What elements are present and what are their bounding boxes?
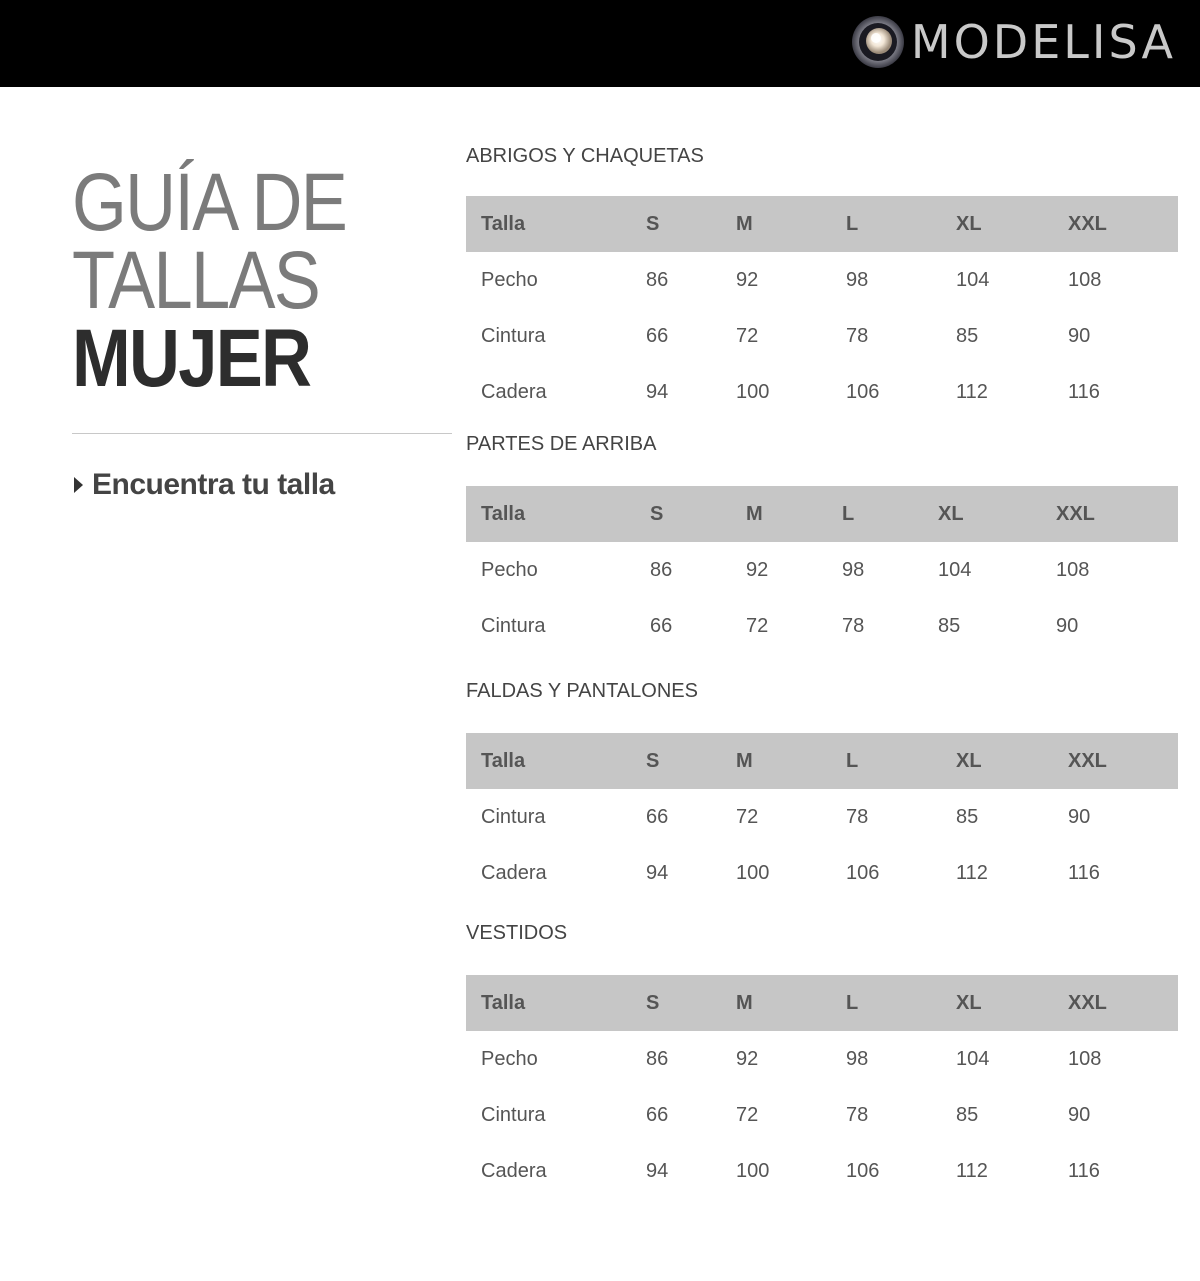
table-header-row [466,486,1178,542]
size-section-tops [466,430,1178,654]
table-row [466,252,1178,308]
size-table [466,196,1178,420]
table-row [466,542,1178,598]
find-your-size-link[interactable] [74,468,335,502]
table-header-row [466,975,1178,1031]
header-cell: M [736,749,753,772]
measure-label: Pecho [481,1047,538,1070]
table-row [466,308,1178,364]
table-cell: 108 [1068,268,1102,291]
header-cell: S [646,991,660,1014]
find-your-size-label: Encuentra tu talla [92,468,335,501]
size-table [466,975,1178,1199]
header-cell: L [846,749,859,772]
table-cell: 92 [746,558,769,581]
size-table [466,486,1178,654]
table-row [466,364,1178,420]
header-cell: L [842,502,855,525]
table-cell: 108 [1056,558,1090,581]
table-cell: 78 [846,1103,869,1126]
page-title-line-2: TALLAS [72,235,320,326]
sidebar-divider [72,433,452,434]
table-cell: 86 [646,268,669,291]
header-cell: Talla [481,749,526,772]
measure-label: Cintura [481,614,546,637]
table-cell: 108 [1068,1047,1102,1070]
table-cell: 92 [736,268,759,291]
table-row [466,1031,1178,1087]
size-section-skirts-pants [466,677,1178,901]
table-cell: 72 [736,805,759,828]
page-title [72,157,452,404]
table-cell: 72 [746,614,769,637]
table-cell: 94 [646,380,669,403]
measure-label: Cintura [481,1103,546,1126]
measure-label: Cintura [481,805,546,828]
table-cell: 66 [646,1103,669,1126]
table-cell: 100 [736,861,770,884]
table-cell: 72 [736,1103,759,1126]
table-cell: 66 [646,324,669,347]
header-cell: S [646,749,660,772]
table-cell: 85 [956,1103,979,1126]
section-title: PARTES DE ARRIBA [466,433,657,455]
section-title: VESTIDOS [466,922,568,944]
header-cell: M [736,212,753,235]
header-cell: M [746,502,763,525]
table-cell: 116 [1068,861,1100,884]
table-cell: 66 [650,614,673,637]
table-cell: 94 [646,1159,669,1182]
table-cell: 116 [1068,380,1100,403]
header-cell: M [736,991,753,1014]
caret-right-icon [74,477,83,493]
table-cell: 104 [938,558,972,581]
header-cell: S [650,502,664,525]
table-cell: 100 [736,1159,770,1182]
table-cell: 86 [650,558,673,581]
header-cell: XXL [1068,749,1107,772]
header-cell: XL [956,212,982,235]
logo-lens-icon [851,15,905,69]
page-title-line-3: MUJER [72,313,311,404]
table-cell: 90 [1068,805,1091,828]
table-cell: 112 [956,861,988,884]
table-row [466,1143,1178,1199]
table-cell: 106 [846,380,880,403]
table-cell: 92 [736,1047,759,1070]
table-header-row [466,733,1178,789]
table-cell: 90 [1068,324,1091,347]
brand-logo[interactable] [851,14,1176,70]
table-cell: 112 [956,380,988,403]
table-cell: 104 [956,1047,990,1070]
table-header-row [466,196,1178,252]
measure-label: Pecho [481,268,538,291]
header-cell: XXL [1056,502,1095,525]
header-cell: XL [956,991,982,1014]
header-cell: XL [938,502,964,525]
table-cell: 86 [646,1047,669,1070]
table-row [466,1087,1178,1143]
table-cell: 98 [846,268,869,291]
table-cell: 98 [842,558,865,581]
table-cell: 78 [842,614,865,637]
table-cell: 106 [846,861,880,884]
table-row [466,598,1178,654]
measure-label: Cadera [481,380,547,403]
table-cell: 85 [938,614,961,637]
table-cell: 78 [846,805,869,828]
table-cell: 106 [846,1159,880,1182]
table-cell: 90 [1068,1103,1091,1126]
header-cell: Talla [481,991,526,1014]
header-cell: L [846,991,859,1014]
table-cell: 85 [956,324,979,347]
table-cell: 100 [736,380,770,403]
header-cell: Talla [481,502,526,525]
header-cell: L [846,212,859,235]
table-cell: 104 [956,268,990,291]
section-title: FALDAS Y PANTALONES [466,680,698,702]
measure-label: Cadera [481,861,547,884]
page-title-line-1: GUÍA DE [72,157,347,248]
brand-name: MODELISA [910,15,1176,69]
table-row [466,789,1178,845]
size-section-coats [466,142,1178,420]
section-title: ABRIGOS Y CHAQUETAS [466,145,704,167]
size-table [466,733,1178,901]
table-cell: 90 [1056,614,1079,637]
size-section-dresses [466,919,1178,1199]
table-cell: 112 [956,1159,988,1182]
header-cell: Talla [481,212,526,235]
header-cell: XL [956,749,982,772]
header-cell: S [646,212,660,235]
table-cell: 72 [736,324,759,347]
top-bar [0,0,1200,87]
table-cell: 98 [846,1047,869,1070]
table-cell: 78 [846,324,869,347]
table-cell: 85 [956,805,979,828]
measure-label: Cintura [481,324,546,347]
measure-label: Cadera [481,1159,547,1182]
table-cell: 94 [646,861,669,884]
header-cell: XXL [1068,991,1107,1014]
table-cell: 116 [1068,1159,1100,1182]
measure-label: Pecho [481,558,538,581]
header-cell: XXL [1068,212,1107,235]
table-cell: 66 [646,805,669,828]
table-row [466,845,1178,901]
